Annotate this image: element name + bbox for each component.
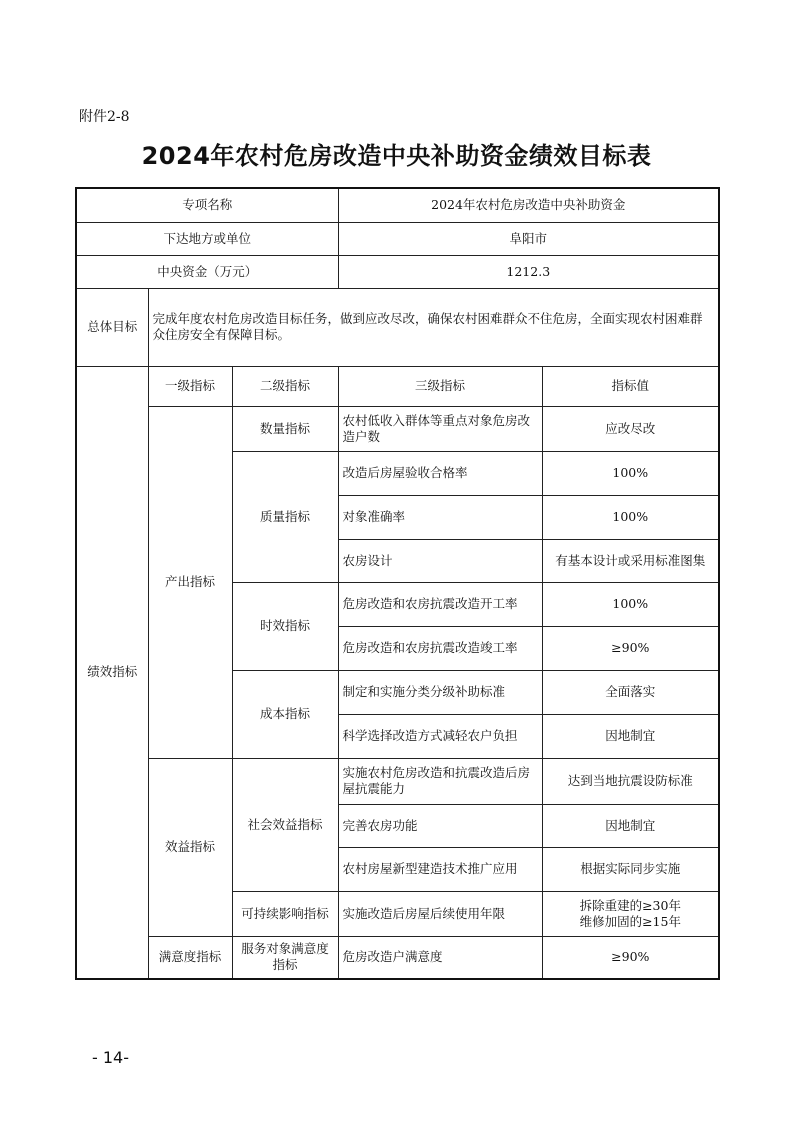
performance-indicator-label: 绩效指标 xyxy=(76,366,148,979)
page-number: - 14- xyxy=(92,1048,129,1067)
overall-goal-label: 总体目标 xyxy=(76,288,148,366)
level3-cell: 改造后房屋验收合格率 xyxy=(338,451,542,495)
value-cell: 全面落实 xyxy=(542,670,719,714)
value-line: 拆除重建的≥30年 xyxy=(579,897,681,913)
level3-cell: 完善农房功能 xyxy=(338,804,542,847)
level3-cell: 对象准确率 xyxy=(338,495,542,539)
value-cell: 因地制宜 xyxy=(542,714,719,758)
value-cell: ≥90% xyxy=(542,626,719,670)
level3-cell: 农村房屋新型建造技术推广应用 xyxy=(338,847,542,891)
value-cell: 有基本设计或采用标准图集 xyxy=(542,539,719,582)
level1-satisfaction: 满意度指标 xyxy=(148,936,232,979)
table-row xyxy=(76,936,719,979)
level3-cell: 科学选择改造方式减轻农户负担 xyxy=(338,714,542,758)
level3-cell: 实施改造后房屋后续使用年限 xyxy=(338,891,542,936)
attachment-label: 附件2-8 xyxy=(79,109,130,125)
unit-label: 下达地方或单位 xyxy=(76,222,338,255)
value-cell: 100% xyxy=(542,451,719,495)
level3-cell: 制定和实施分类分级补助标准 xyxy=(338,670,542,714)
table-row xyxy=(76,255,719,288)
header-level3: 三级指标 xyxy=(338,366,542,406)
page-title: 2024年农村危房改造中央补助资金绩效目标表 xyxy=(141,142,652,170)
header-value: 指标值 xyxy=(542,366,719,406)
level3-cell: 危房改造和农房抗震改造竣工率 xyxy=(338,626,542,670)
performance-target-table xyxy=(75,187,720,980)
project-name-label: 专项名称 xyxy=(76,188,338,222)
value-cell: 100% xyxy=(542,495,719,539)
overall-goal-value: 完成年度农村危房改造目标任务，做到应改尽改，确保农村困难群众不住危房，全面实现农村困难群众住房安全有保障目标。 xyxy=(148,288,719,366)
level3-cell: 危房改造户满意度 xyxy=(338,936,542,979)
value-cell: 根据实际同步实施 xyxy=(542,847,719,891)
fund-value: 1212.3 xyxy=(338,255,719,288)
value-cell: 达到当地抗震设防标准 xyxy=(542,758,719,804)
table-row xyxy=(76,222,719,255)
level3-cell: 农村低收入群体等重点对象危房改造户数 xyxy=(338,406,542,451)
header-level1: 一级指标 xyxy=(148,366,232,406)
level1-output: 产出指标 xyxy=(148,406,232,758)
level2-quantity: 数量指标 xyxy=(232,406,338,451)
table-row xyxy=(76,758,719,804)
header-level2: 二级指标 xyxy=(232,366,338,406)
value-cell: ≥90% xyxy=(542,936,719,979)
level3-cell: 实施农村危房改造和抗震改造后房屋抗震能力 xyxy=(338,758,542,804)
level3-cell: 农房设计 xyxy=(338,539,542,582)
project-name-value: 2024年农村危房改造中央补助资金 xyxy=(338,188,719,222)
value-line: 维修加固的≥15年 xyxy=(579,913,681,929)
value-cell xyxy=(542,891,719,936)
level2-service-satisfaction: 服务对象满意度指标 xyxy=(232,936,338,979)
table-row xyxy=(76,188,719,222)
fund-label: 中央资金（万元） xyxy=(76,255,338,288)
table-row xyxy=(76,366,719,406)
level2-cost: 成本指标 xyxy=(232,670,338,758)
level2-sustainable: 可持续影响指标 xyxy=(232,891,338,936)
level2-quality: 质量指标 xyxy=(232,451,338,582)
level3-cell: 危房改造和农房抗震改造开工率 xyxy=(338,582,542,626)
table-row xyxy=(76,406,719,451)
level2-timeliness: 时效指标 xyxy=(232,582,338,670)
value-cell: 因地制宜 xyxy=(542,804,719,847)
value-cell: 应改尽改 xyxy=(542,406,719,451)
unit-value: 阜阳市 xyxy=(338,222,719,255)
level1-benefit: 效益指标 xyxy=(148,758,232,936)
table-row xyxy=(76,288,719,366)
level2-social-benefit: 社会效益指标 xyxy=(232,758,338,891)
value-cell: 100% xyxy=(542,582,719,626)
